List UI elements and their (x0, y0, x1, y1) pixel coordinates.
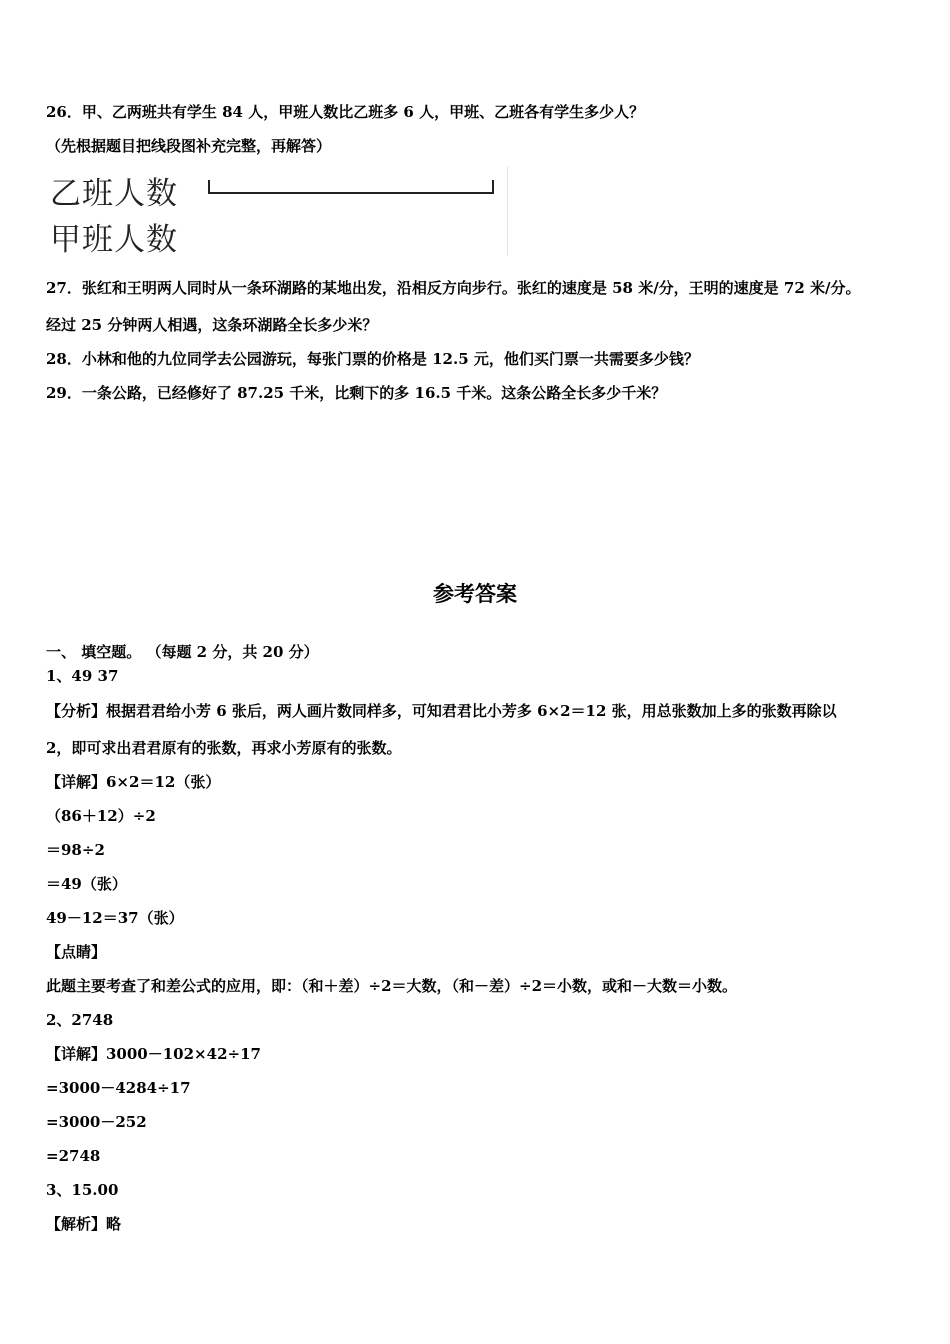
answer-1-detail-5: 49－12＝37（张） (46, 909, 184, 927)
answer-1-detail-4: ＝49（张） (46, 875, 127, 893)
section-1-heading: 一、 填空题。 （每题 2 分，共 20 分） (46, 643, 319, 661)
diagram-border (507, 166, 508, 256)
question-28: 28．小林和他的九位同学去公园游玩，每张门票的价格是 12.5 元，他们买门票一共需要多少钱？ (46, 350, 699, 368)
question-26: 26．甲、乙两班共有学生 84 人，甲班人数比乙班多 6 人，甲班、乙班各有学生多少人？ (46, 103, 645, 121)
answer-2-detail-3: =3000－252 (46, 1113, 147, 1131)
answer-2-detail-4: =2748 (46, 1147, 101, 1165)
answer-1-detail-3: ＝98÷2 (46, 841, 105, 859)
answer-1: 1、49 37 (46, 667, 119, 685)
label-yi-class: 乙班人数 (50, 176, 178, 212)
answer-2-detail-1: 【详解】3000－102×42÷17 (46, 1045, 261, 1063)
answer-3-analysis: 【解析】略 (46, 1215, 122, 1233)
question-27-line-1: 27．张红和王明两人同时从一条环湖路的某地出发，沿相反方向步行。张红的速度是 58 米/分，王明的速度是 72 米/分。 (46, 279, 861, 297)
question-27-line-2: 经过 25 分钟两人相遇，这条环湖路全长多少米？ (46, 316, 378, 334)
answer-1-point-heading: 【点睛】 (46, 943, 107, 961)
question-29: 29．一条公路，已经修好了 87.25 千米，比剩下的多 16.5 千米。这条公路全长多少千米？ (46, 384, 667, 402)
answer-1-detail-1: 【详解】6×2＝12（张） (46, 773, 221, 791)
answer-1-point-text: 此题主要考查了和差公式的应用，即：（和＋差）÷2＝大数，（和－差）÷2＝小数，或和－大数＝小数。 (46, 977, 738, 995)
answer-1-detail-2: （86＋12）÷2 (46, 807, 156, 825)
yi-class-segment (208, 180, 494, 194)
line-segment-diagram (46, 166, 508, 256)
answers-title: 参考答案 (433, 582, 517, 606)
answer-1-analysis-line-1: 【分析】根据君君给小芳 6 张后，两人画片数同样多，可知君君比小芳多 6×2＝12 张，用总张数加上多的张数再除以 (46, 702, 837, 720)
answer-1-analysis-line-2: 2，即可求出君君原有的张数，再求小芳原有的张数。 (46, 739, 402, 757)
answer-3: 3、15.00 (46, 1181, 119, 1199)
question-26-note: （先根据题目把线段图补充完整，再解答） (46, 137, 332, 155)
answer-2-detail-2: =3000－4284÷17 (46, 1079, 191, 1097)
label-jia-class: 甲班人数 (50, 222, 178, 258)
answer-2: 2、2748 (46, 1011, 114, 1029)
